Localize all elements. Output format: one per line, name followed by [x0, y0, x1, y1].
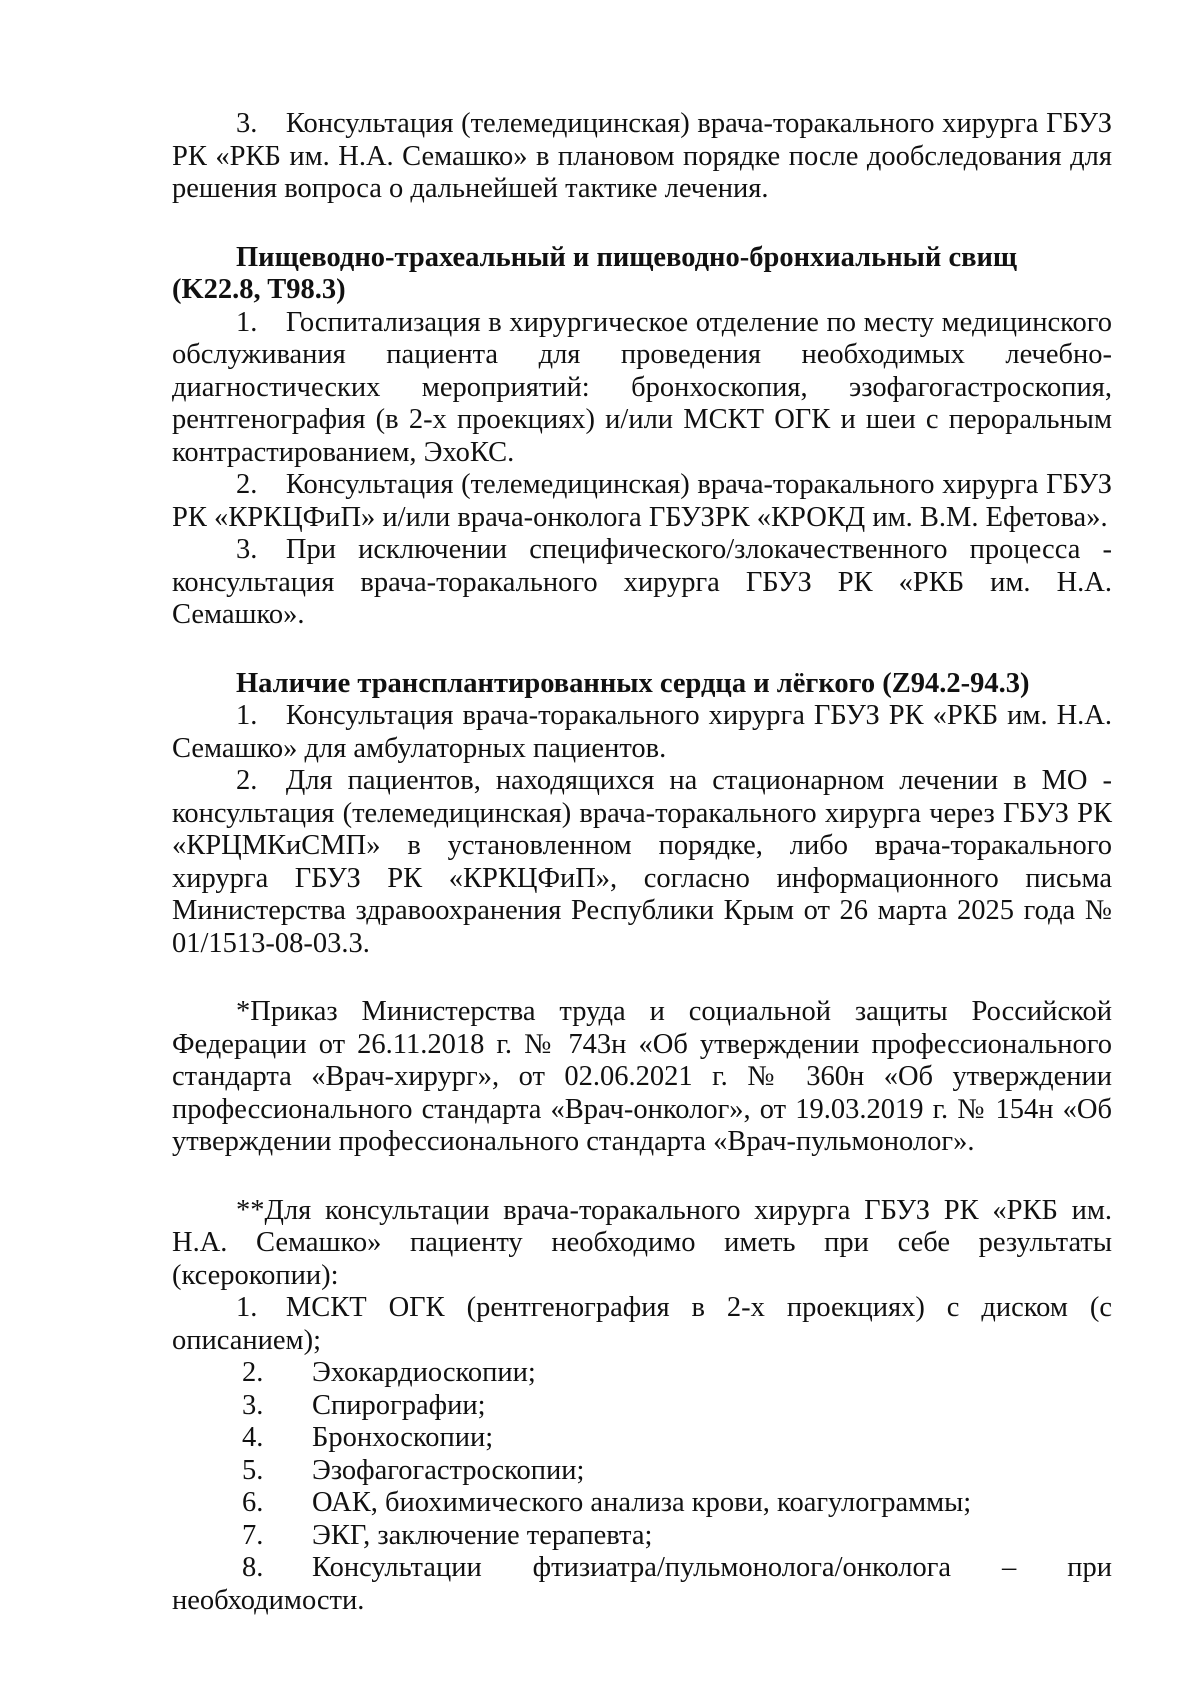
item8-word-4: при	[1067, 1552, 1112, 1583]
transplant-heading: Наличие трансплантированных сердца и лёгкого (Z94.2-94.3)	[236, 667, 1030, 699]
list-text: ЭКГ, заключение терапевта;	[312, 1519, 653, 1551]
requirements-item-1: 1. МСКТ ОГК (рентгенография в 2-х проекциях) с диском (с описанием);	[172, 1292, 1112, 1356]
list-number: 5.	[242, 1454, 264, 1486]
requirements-item-8	[172, 1552, 1112, 1585]
list-number: 7.	[242, 1519, 264, 1551]
item8-continuation: необходимости.	[172, 1584, 365, 1616]
list-item	[172, 1422, 1112, 1455]
footnote-requirements-intro: **Для консультации врача-торакального хирурга ГБУЗ РК «РКБ им. Н.А. Семашко» пациенту необходимо иметь при себе результаты (ксерокопии):	[172, 1194, 1112, 1291]
list-text: ОАК, биохимического анализа крови, коагулограммы;	[312, 1487, 972, 1518]
document-page	[172, 108, 1112, 1617]
list-number: 8.	[242, 1552, 264, 1583]
requirements-list	[172, 1357, 1112, 1552]
footnote-order: *Приказ Министерства труда и социальной защиты Российской Федерации от 26.11.2018 г. № 743н «Об утверждении профессионального стандарта «Врач-хирург», от 02.06.2021 г. № 360н «Об утверждении профессионального стандарта «Врач-онколог», от 19.03.2019 г. № 154н «Об утверждении профессионального стандарта «Врач-пульмонолог».	[172, 996, 1112, 1157]
list-item	[172, 1357, 1112, 1390]
transplant-item-1: 1. Консультация врача-торакального хирурга ГБУЗ РК «РКБ им. Н.А. Семашко» для амбулаторных пациентов.	[172, 700, 1112, 764]
list-item	[172, 1455, 1112, 1488]
prev-item-3: 3. Консультация (телемедицинская) врача-торакального хирурга ГБУЗ РК «РКБ им. Н.А. Семашко» в плановом порядке после дообследования для решения вопроса о дальнейшей тактике лечения.	[172, 108, 1112, 204]
list-item	[172, 1520, 1112, 1553]
list-text: Эзофагогастроскопии;	[312, 1454, 585, 1486]
list-text: Бронхоскопии;	[312, 1422, 494, 1453]
item8-word-1: Консультации	[312, 1552, 482, 1583]
list-item	[172, 1487, 1112, 1520]
list-number: 6.	[242, 1487, 264, 1518]
list-number: 3.	[242, 1389, 264, 1421]
list-number: 4.	[242, 1422, 264, 1453]
item8-word-2: фтизиатра/пульмонолога/онколога	[532, 1552, 952, 1583]
fistula-heading: Пищеводно-трахеальный и пищеводно-бронхиальный свищ (K22.8, T98.3)	[172, 241, 1017, 305]
transplant-item-2: 2. Для пациентов, находящихся на стационарном лечении в МО - консультация (телемедицинская) врача-торакального хирурга через ГБУЗ РК «КРЦМКиСМП» в установленном порядке, либо врача-торакального хирурга ГБУЗ РК «КРКЦФиП», согласно информационного письма Министерства здравоохранения Республики Крым от 26 марта 2025 года № 01/1513-08-03.3.	[172, 765, 1112, 959]
list-number: 2.	[242, 1357, 264, 1388]
list-text: Спирографии;	[312, 1389, 486, 1421]
fistula-item-3: 3. При исключении специфического/злокачественного процесса - консультация врача-торакального хирурга ГБУЗ РК «РКБ им. Н.А. Семашко».	[172, 534, 1112, 630]
fistula-item-1: 1. Госпитализация в хирургическое отделение по месту медицинского обслуживания пациента для проведения необходимых лечебно-диагностических мероприятий: бронхоскопия, эзофагогастроскопия, рентгенография (в 2-х проекциях) и/или МСКТ ОГК и шеи с пероральным контрастированием, ЭхоКС.	[172, 306, 1112, 468]
item8-word-3: –	[1002, 1552, 1017, 1583]
list-item	[172, 1390, 1112, 1423]
fistula-item-2: 2. Консультация (телемедицинская) врача-торакального хирурга ГБУЗ РК «КРКЦФиП» и/или врача-онколога ГБУЗРК «КРОКД им. В.М. Ефетова».	[172, 469, 1112, 533]
list-text: Эхокардиоскопии;	[312, 1357, 536, 1388]
